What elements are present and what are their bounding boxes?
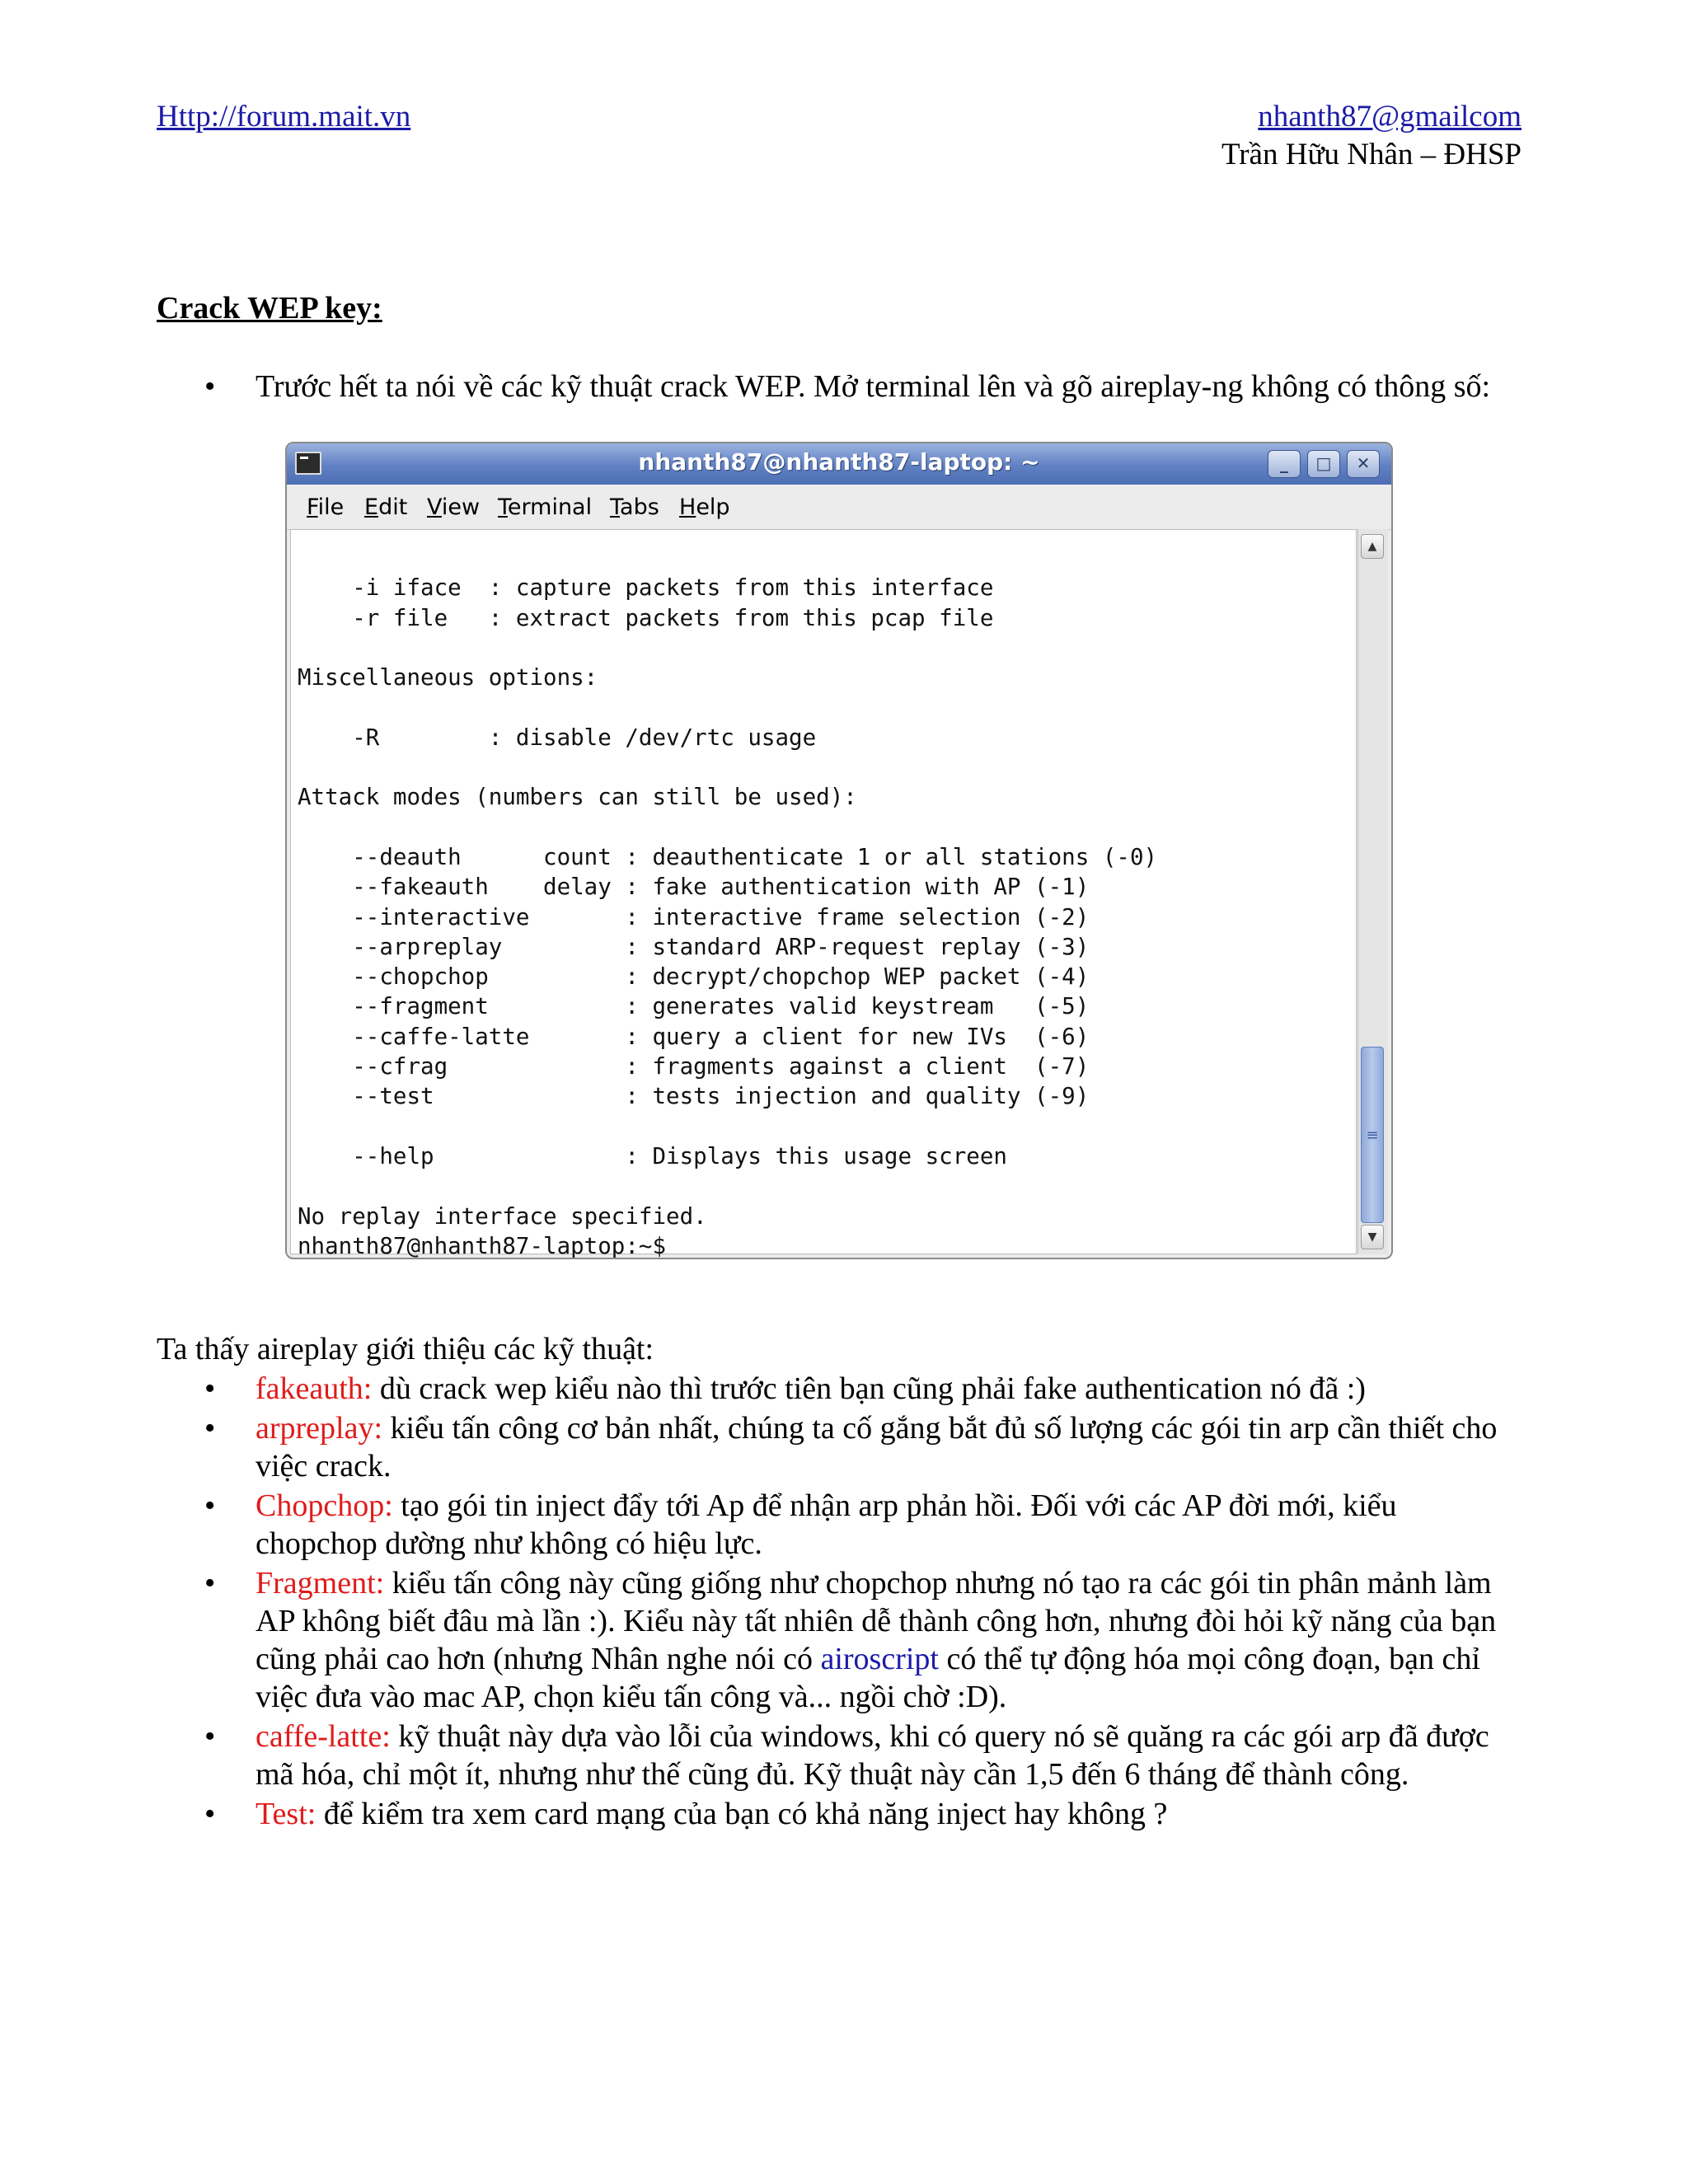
terminal-line: nhanth87@nhanth87-laptop:~$ — [298, 1232, 667, 1259]
terminal-menubar — [287, 485, 1391, 530]
terminal-output[interactable] — [290, 529, 1357, 1259]
bullet: • — [204, 1719, 216, 1754]
minimize-button[interactable]: _ — [1268, 450, 1301, 478]
terminal-line: -i iface : capture packets from this interface — [298, 574, 994, 602]
technique-item — [204, 1564, 1523, 1716]
scroll-down-arrow-icon[interactable]: ▼ — [1361, 1225, 1384, 1249]
email-link[interactable]: nhanth87@gmailcom — [1258, 100, 1522, 134]
technique-description: tạo gói tin inject đẩy tới Ap để nhận arp phản hồi. Đối với các AP đời mới, kiểu chopchop dường như không có hiệu lực. — [256, 1488, 1397, 1561]
terminal-line: --arpreplay : standard ARP-request replay (-3) — [298, 933, 1090, 960]
terminal-line: --test : tests injection and quality (-9) — [298, 1083, 1090, 1110]
technique-item — [204, 1487, 1523, 1563]
author-name: Trần Hữu Nhân – ĐHSP — [1221, 138, 1522, 171]
technique-description: kiểu tấn công này cũng giống như chopchop nhưng nó tạo ra các gói tin phân mảnh làm AP không biết đâu mà lần :). Kiểu này tất nhiên dễ thành công hơn, nhưng đòi hỏi kỹ năng của bạn cũng phải cao hơn (nhưng Nhân nghe nói có — [256, 1566, 1497, 1676]
section-title: Crack WEP key: — [157, 291, 382, 326]
techniques-lead: Ta thấy aireplay giới thiệu các kỹ thuật: — [157, 1332, 654, 1366]
menu-edit[interactable]: Edit — [364, 494, 408, 520]
bullet: • — [204, 1566, 216, 1601]
technique-name: Chopchop: — [256, 1488, 393, 1523]
technique-name: Test: — [256, 1797, 316, 1831]
technique-item — [204, 1718, 1523, 1793]
scroll-thumb[interactable]: ≡ — [1361, 1047, 1384, 1223]
intro-text: Trước hết ta nói về các kỹ thuật crack WEP. Mở terminal lên và gõ aireplay-ng không có thông số: — [256, 369, 1491, 404]
terminal-line: --fakeauth delay : fake authentication with AP (-1) — [298, 874, 1090, 901]
technique-name: caffe-latte: — [256, 1719, 391, 1754]
menu-file[interactable]: File — [307, 494, 345, 520]
technique-item — [204, 1370, 1523, 1408]
menu-view[interactable]: View — [427, 494, 481, 520]
terminal-screenshot — [285, 442, 1393, 1259]
terminal-line: -R : disable /dev/rtc usage — [298, 724, 817, 751]
bullet: • — [204, 1488, 216, 1523]
technique-name: arpreplay: — [256, 1411, 383, 1446]
technique-name: Fragment: — [256, 1566, 385, 1601]
terminal-titlebar — [287, 443, 1391, 485]
techniques-list — [204, 1370, 1523, 1835]
technique-name: fakeauth: — [256, 1371, 373, 1406]
terminal-window-title: nhanth87@nhanth87-laptop: ~ — [638, 448, 1040, 476]
terminal-line: No replay interface specified. — [298, 1202, 707, 1230]
terminal-line — [298, 1171, 1157, 1201]
bullet: • — [204, 1797, 216, 1831]
menu-help[interactable]: Help — [679, 494, 730, 520]
maximize-button[interactable]: □ — [1307, 450, 1340, 478]
terminal-line — [298, 752, 1157, 782]
bullet: • — [204, 1411, 216, 1446]
terminal-line: --cfrag : fragments against a client (-7) — [298, 1053, 1090, 1080]
terminal-line: --interactive : interactive frame selection (-2) — [298, 903, 1090, 930]
terminal-text — [298, 543, 1157, 1259]
terminal-line: --deauth count : deauthenticate 1 or all stations (-0) — [298, 843, 1158, 870]
forum-link[interactable]: Http://forum.mait.vn — [157, 100, 411, 134]
technique-description-cont: có thể tự động hóa mọi công đoạn, bạn chỉ việc đưa vào mac AP, chọn kiểu tấn công và... ngồi chờ :D). — [256, 1642, 1480, 1714]
terminal-line: -r file : extract packets from this pcap file — [298, 604, 994, 631]
intro-item — [204, 368, 1523, 405]
menu-tabs[interactable]: Tabs — [610, 494, 659, 520]
technique-description: kiểu tấn công cơ bản nhất, chúng ta cố gắng bắt đủ số lượng các gói tin arp cần thiết cho việc crack. — [256, 1411, 1498, 1483]
technique-description: kỹ thuật này dựa vào lỗi của windows, khi có query nó sẽ quăng ra các gói arp đã được mã hóa, chỉ một ít, nhưng như thế cũng đủ. Kỹ thuật này cần 1,5 đến 6 tháng để thành công. — [256, 1719, 1489, 1792]
terminal-scrollbar[interactable] — [1357, 529, 1388, 1254]
terminal-line — [298, 692, 1157, 722]
bullet: • — [204, 369, 216, 404]
technique-item — [204, 1795, 1523, 1833]
terminal-line: --fragment : generates valid keystream (-5) — [298, 993, 1090, 1020]
close-button[interactable]: ✕ — [1347, 450, 1380, 478]
technique-description: để kiểm tra xem card mạng của bạn có khả năng inject hay không ? — [316, 1797, 1168, 1831]
menu-terminal[interactable]: Terminal — [498, 494, 593, 520]
terminal-line — [298, 633, 1157, 663]
bullet: • — [204, 1371, 216, 1406]
airoscript-link[interactable]: airoscript — [820, 1642, 939, 1676]
terminal-line: --caffe-latte : query a client for new IVs (-6) — [298, 1023, 1090, 1050]
technique-item — [204, 1409, 1523, 1485]
terminal-line: --chopchop : decrypt/chopchop WEP packet (-4) — [298, 963, 1090, 991]
technique-description: dù crack wep kiểu nào thì trước tiên bạn cũng phải fake authentication nó đã :) — [372, 1371, 1366, 1406]
terminal-line: --help : Displays this usage screen — [298, 1142, 1007, 1169]
terminal-line — [298, 813, 1157, 842]
terminal-line — [298, 1112, 1157, 1141]
terminal-line: Attack modes (numbers can still be used): — [298, 784, 857, 811]
terminal-line: Miscellaneous options: — [298, 664, 598, 691]
terminal-line — [298, 543, 1157, 573]
scroll-up-arrow-icon[interactable]: ▲ — [1361, 534, 1384, 559]
